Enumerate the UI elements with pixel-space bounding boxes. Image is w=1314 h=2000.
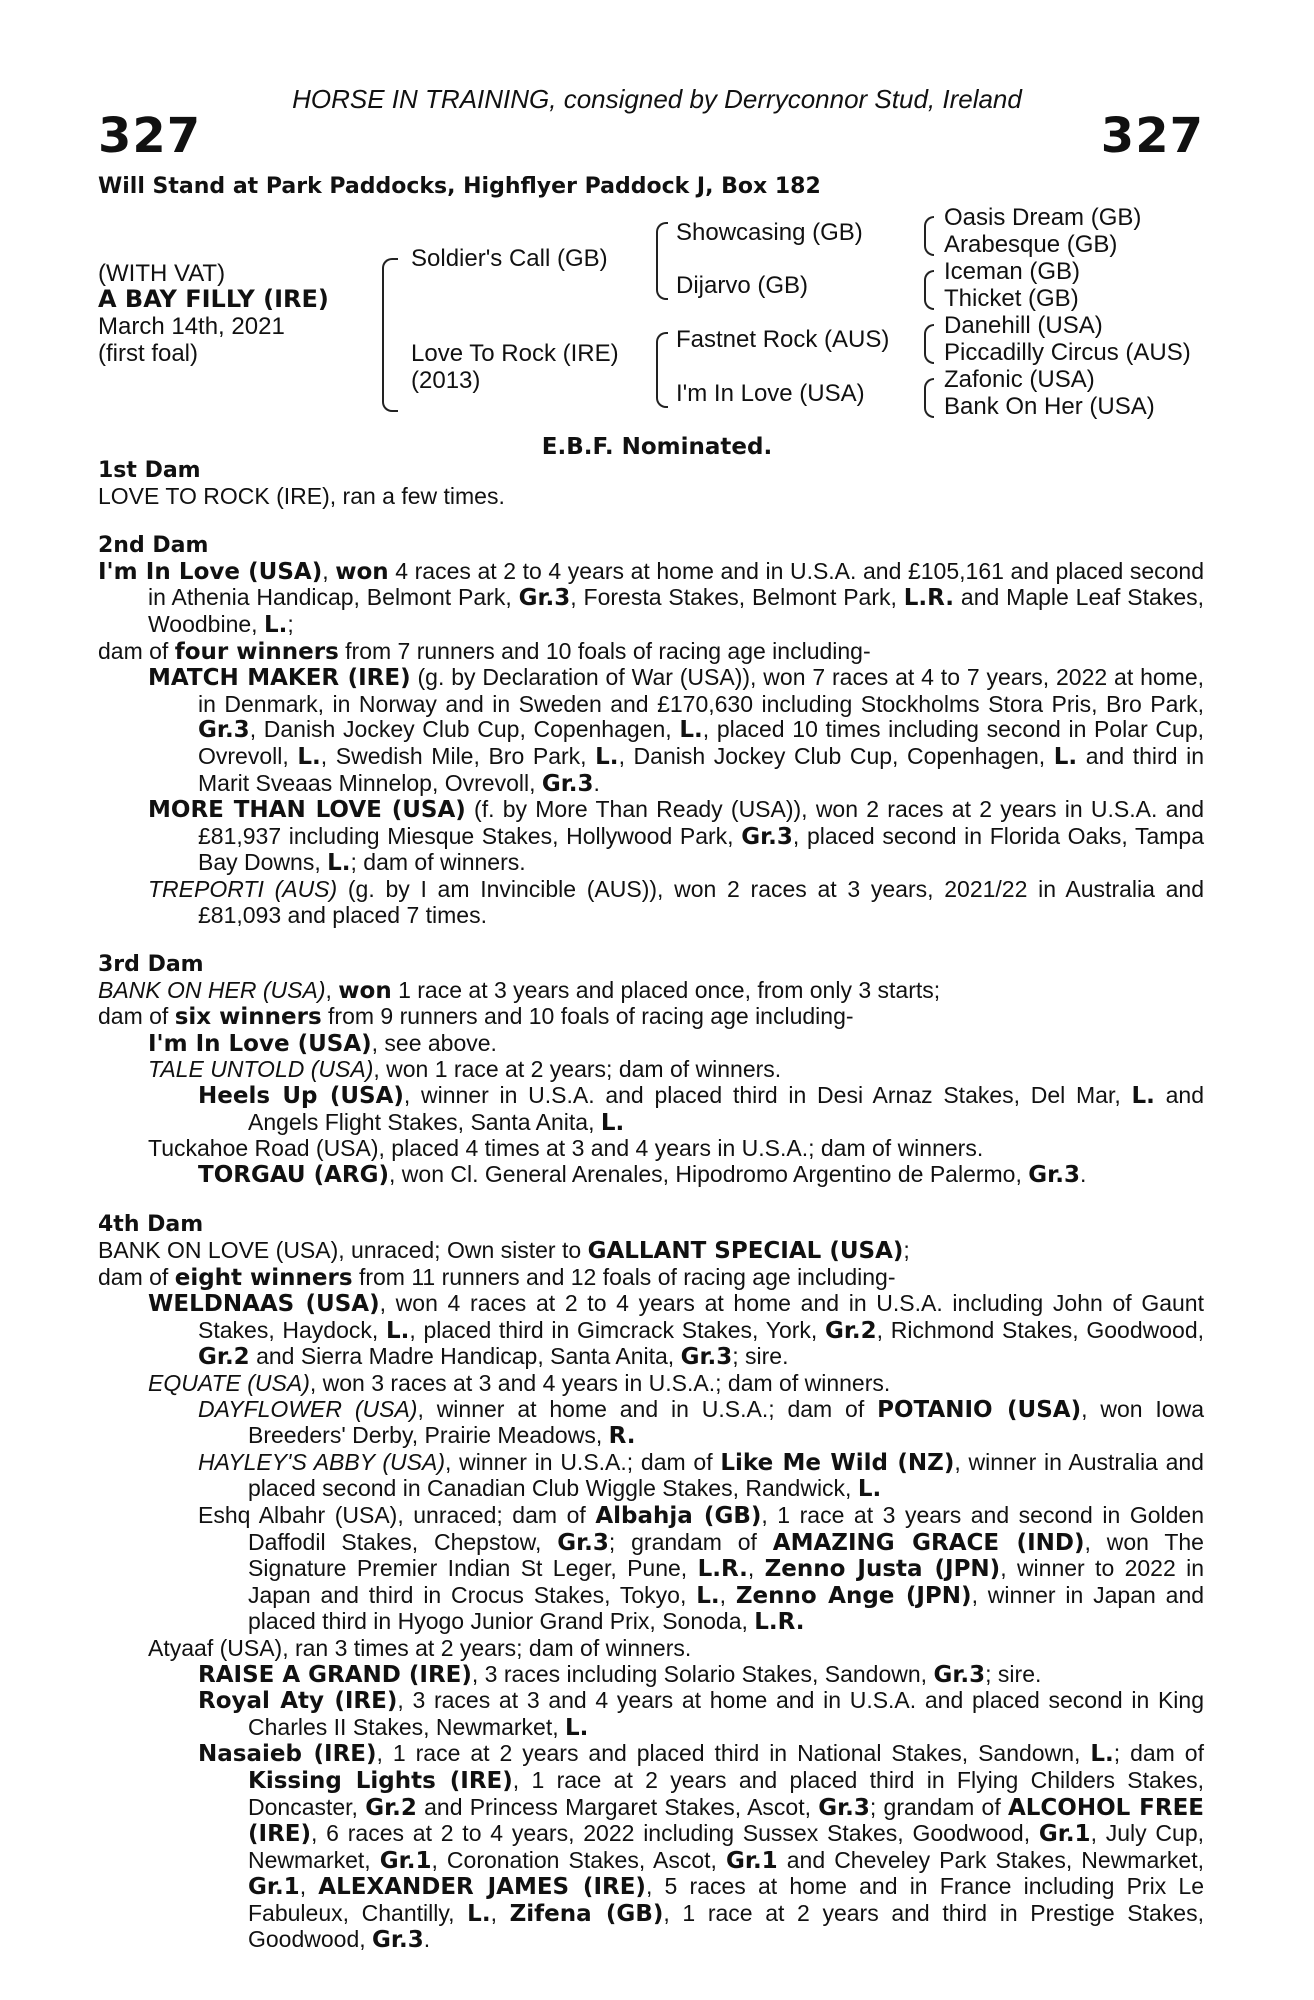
bold-text: I'm In Love (USA) <box>148 1030 372 1057</box>
text: , 1 race at 2 years and placed third in National Stakes, Sandown, <box>376 1740 1091 1767</box>
italic-text: EQUATE (USA) <box>148 1370 310 1396</box>
bold-text: POTANIO (USA) <box>877 1396 1082 1423</box>
text: , winner in U.S.A.; dam of <box>445 1448 721 1475</box>
produce-entry <box>98 1741 1204 1954</box>
bold-text: eight winners <box>174 1264 353 1291</box>
text: dam of <box>98 1003 175 1030</box>
italic-text: TALE UNTOLD (USA) <box>148 1056 374 1083</box>
pedigree-ggp-5: Danehill (USA) <box>944 312 1103 339</box>
bold-text: Heels Up (USA) <box>198 1083 404 1110</box>
pedigree-dam-year: (2013) <box>411 367 481 394</box>
produce-entry <box>98 1450 1204 1503</box>
bold-text: L.R. <box>754 1609 805 1636</box>
bold-text: L. <box>857 1476 882 1503</box>
produce-entry <box>98 1397 1204 1450</box>
bold-text: Gr.3 <box>741 823 793 850</box>
text: . <box>1079 1160 1087 1187</box>
bold-text: MORE THAN LOVE (USA) <box>148 797 466 824</box>
text: and Princess Margaret Stakes, Ascot, <box>416 1793 819 1820</box>
text: , <box>490 1899 510 1926</box>
text: (g. by I am Invincible (AUS)), won 2 races at 3 years, 2021/22 in Australia and £81,093 and placed 7 times. <box>198 875 1204 928</box>
text: , won Iowa Breeders' Derby, Prairie Meadows, <box>248 1395 1204 1449</box>
text: , won 3 races at 3 and 4 years in U.S.A.; dam of winners. <box>309 1370 891 1396</box>
text: , placed third in Gimcrack Stakes, York, <box>409 1316 825 1343</box>
bold-text: L. <box>327 850 351 877</box>
bold-text: L. <box>595 743 619 770</box>
dam-section <box>98 1212 1204 1954</box>
produce-entry <box>98 1291 1204 1371</box>
pedigree-ggp-3: Iceman (GB) <box>944 258 1081 285</box>
foal-note: (first foal) <box>98 340 199 367</box>
pedigree-sire-sire: Showcasing (GB) <box>676 219 863 246</box>
text: ; <box>903 1237 910 1264</box>
lot-number-left: 327 <box>98 108 202 164</box>
text: , 1 race at 3 years and second in Golden Daffodil Stakes, Chepstow, <box>248 1501 1204 1555</box>
pedigree-sire: Soldier's Call (GB) <box>411 245 608 272</box>
vat-note: (WITH VAT) <box>98 260 226 287</box>
text: 1 race at 3 years and placed once, from only 3 starts; <box>391 976 941 1003</box>
bold-text: R. <box>608 1423 636 1450</box>
brace-parents <box>382 258 398 412</box>
bold-text: Like Me Wild (NZ) <box>720 1449 955 1476</box>
bold-text: Gr.2 <box>198 1344 250 1371</box>
bold-text: Gr.3 <box>372 1927 424 1954</box>
text: , won The Signature Premier Indian St Leger, Pune, <box>248 1528 1204 1582</box>
bold-text: MATCH MAKER (IRE) <box>148 665 411 692</box>
pedigree-ggp-2: Arabesque (GB) <box>944 231 1118 258</box>
brace-gg-1 <box>924 216 934 256</box>
section-heading: 3rd Dam <box>98 952 204 978</box>
bold-text: Zenno Ange (JPN) <box>735 1582 972 1609</box>
bold-text: Zenno Justa (JPN) <box>764 1556 1001 1583</box>
produce-entry <box>98 1031 1204 1058</box>
bold-text: L. <box>696 1582 720 1609</box>
text: and Maple Leaf Stakes, Woodbine, <box>148 584 1205 637</box>
text: ; dam of <box>1113 1740 1204 1767</box>
horse-name: A BAY FILLY (IRE) <box>98 285 329 313</box>
text: ; grandam of <box>869 1793 1008 1820</box>
bold-text: Gr.3 <box>198 717 250 744</box>
text: Atyaaf (USA), ran 3 times at 2 years; dam of winners. <box>148 1634 692 1661</box>
produce-entry <box>98 1636 1204 1662</box>
dam-section <box>98 533 1204 928</box>
bold-text: GALLANT SPECIAL (USA) <box>587 1238 904 1265</box>
brace-gg-3 <box>924 324 934 364</box>
italic-text: TREPORTI (AUS) <box>148 875 338 902</box>
foaling-date: March 14th, 2021 <box>98 313 285 340</box>
italic-text: DAYFLOWER (USA) <box>198 1395 418 1422</box>
text: and Sierra Madre Handicap, Santa Anita, <box>249 1343 681 1370</box>
bold-text: WELDNAAS (USA) <box>148 1291 380 1318</box>
dam-section <box>98 952 1204 1188</box>
text: , 6 races at 2 to 4 years, 2022 including Sussex Stakes, Goodwood, <box>311 1820 1039 1847</box>
text: from 7 runners and 10 foals of racing age including- <box>338 637 871 664</box>
pedigree-dam: Love To Rock (IRE) <box>411 340 619 367</box>
bold-text: RAISE A GRAND (IRE) <box>198 1661 472 1688</box>
bold-text: L. <box>297 743 321 770</box>
produce-entry <box>98 1004 1204 1031</box>
bold-text: six winners <box>174 1004 322 1031</box>
text: , won 1 race at 2 years; dam of winners. <box>373 1056 782 1083</box>
produce-entry <box>98 559 1204 639</box>
text: from 9 runners and 10 foals of racing age including- <box>321 1003 854 1030</box>
bold-text: L. <box>385 1317 410 1344</box>
pedigree-ggp-8: Bank On Her (USA) <box>944 393 1155 420</box>
text: dam of <box>98 637 175 664</box>
bold-text: I'm In Love (USA) <box>98 558 323 585</box>
text: , <box>747 1555 765 1582</box>
bold-text: won <box>338 977 392 1004</box>
produce-entry <box>98 1136 1204 1162</box>
brace-gg-4 <box>924 378 934 418</box>
pedigree-ggp-1: Oasis Dream (GB) <box>944 204 1142 231</box>
produce-entry <box>98 797 1204 877</box>
text: (g. by Declaration of War (USA)), won 7 races at 4 to 7 years, 2022 at home, in Denmark, in Norway and in Sweden and £170,630 including Stockholms Stora Pris, Bro Park, <box>198 664 1205 717</box>
pedigree-ggp-4: Thicket (GB) <box>944 285 1079 312</box>
text: , <box>325 976 339 1003</box>
text: , <box>299 1873 319 1900</box>
text: , winner at home and in U.S.A.; dam of <box>417 1395 878 1422</box>
bold-text: Gr.3 <box>541 770 594 797</box>
bold-text: L. <box>1090 1741 1114 1768</box>
text: , Swedish Mile, Bro Park, <box>320 742 596 769</box>
produce-entry <box>98 1083 1204 1136</box>
bold-text: L. <box>467 1900 491 1927</box>
produce-entry <box>98 1238 1204 1265</box>
text: , <box>719 1581 736 1608</box>
text: and third in Marit Sveaas Minnelop, Ovrevoll, <box>198 742 1205 796</box>
bold-text: L. <box>1131 1083 1155 1110</box>
produce-entry <box>98 1662 1204 1689</box>
text: from 11 runners and 12 foals of racing age including- <box>352 1263 896 1290</box>
text: ; grandam of <box>608 1528 773 1555</box>
lot-number-right: 327 <box>1100 108 1204 164</box>
text: LOVE TO ROCK (IRE), ran a few times. <box>98 482 505 509</box>
brace-dam-line <box>656 332 668 408</box>
italic-text: BANK ON HER (USA) <box>98 976 326 1003</box>
text: , winner in Australia and placed second in Canadian Club Wiggle Stakes, Randwick, <box>248 1448 1204 1502</box>
text: , 3 races including Solario Stakes, Sandown, <box>471 1660 934 1687</box>
pedigree-sire-dam: Dijarvo (GB) <box>676 272 809 299</box>
produce-entry <box>98 639 1204 666</box>
bold-text: Nasaieb (IRE) <box>198 1741 377 1768</box>
stand-location: Will Stand at Park Paddocks, Highflyer Paddock J, Box 182 <box>98 174 821 199</box>
bold-text: Royal Aty (IRE) <box>198 1688 398 1715</box>
bold-text: Gr.1 <box>248 1874 300 1901</box>
text: , see above. <box>371 1029 497 1056</box>
bold-text: Gr.3 <box>818 1794 870 1821</box>
italic-text: HAYLEY'S ABBY (USA) <box>198 1448 446 1475</box>
bold-text: Kissing Lights (IRE) <box>248 1767 513 1794</box>
bold-text: Gr.3 <box>1028 1161 1080 1188</box>
bold-text: won <box>335 558 389 585</box>
produce-entry <box>98 1265 1204 1292</box>
produce-entry <box>98 1057 1204 1083</box>
section-heading: 4th Dam <box>98 1212 204 1238</box>
text: , Foresta Stakes, Belmont Park, <box>570 584 904 611</box>
bold-text: Gr.1 <box>1038 1821 1091 1848</box>
bold-text: L.R. <box>903 585 955 612</box>
bold-text: L.R. <box>697 1556 748 1583</box>
text: , won Cl. General Arenales, Hipodromo Argentino de Palermo, <box>389 1160 1029 1187</box>
text: and Cheveley Park Stakes, Newmarket, <box>777 1846 1204 1873</box>
produce-entry <box>98 1688 1204 1741</box>
text: , winner in U.S.A. and placed third in Desi Arnaz Stakes, Del Mar, <box>403 1082 1132 1109</box>
text: , <box>322 557 336 584</box>
text: , Richmond Stakes, Goodwood, <box>876 1316 1205 1343</box>
brace-gg-2 <box>924 270 934 310</box>
text: , winner in Japan and placed third in Hyogo Junior Grand Prix, Sonoda, <box>248 1581 1205 1635</box>
text: . <box>593 769 600 796</box>
bold-text: ALEXANDER JAMES (IRE) <box>318 1874 646 1901</box>
section-heading: 1st Dam <box>98 458 201 483</box>
produce-entry <box>98 978 1204 1005</box>
text: BANK ON LOVE (USA), unraced; Own sister to <box>98 1237 588 1264</box>
bold-text: L. <box>1053 743 1078 770</box>
pedigree-dam-sire: Fastnet Rock (AUS) <box>676 326 890 353</box>
text: , July Cup, Newmarket, <box>248 1820 1204 1873</box>
bold-text: Gr.3 <box>518 585 571 612</box>
bold-text: TORGAU (ARG) <box>198 1161 390 1188</box>
ebf-nomination: E.B.F. Nominated. <box>541 434 773 460</box>
produce-entry <box>98 877 1204 928</box>
bold-text: AMAZING GRACE (IND) <box>772 1529 1085 1556</box>
bold-text: Gr.3 <box>557 1529 609 1556</box>
text: , placed second in Florida Oaks, Tampa Bay Downs, <box>198 822 1204 876</box>
bold-text: Albahja (GB) <box>595 1502 762 1529</box>
produce-entry <box>98 1371 1204 1397</box>
bold-text: L. <box>679 717 703 744</box>
pedigree-dam-dam: I'm In Love (USA) <box>676 380 865 407</box>
text: dam of <box>98 1263 175 1290</box>
bold-text: Gr.1 <box>726 1847 778 1874</box>
text: , Coronation Stakes, Ascot, <box>431 1846 726 1873</box>
text: , 5 races at home and in France including Prix Le Fabuleux, Chantilly, <box>248 1873 1204 1926</box>
bold-text: Gr.3 <box>933 1661 986 1688</box>
bold-text: Zifena (GB) <box>509 1900 664 1927</box>
text: , won 4 races at 2 to 4 years at home and in U.S.A. including John of Gaunt Stakes, Haydock, <box>198 1290 1204 1343</box>
text: Tuckahoe Road (USA), placed 4 times at 3 and 4 years in U.S.A.; dam of winners. <box>148 1135 984 1162</box>
produce-entry <box>98 665 1204 797</box>
text: , 3 races at 3 and 4 years at home and in U.S.A. and placed second in King Charles II Stakes, Newmarket, <box>248 1687 1204 1740</box>
pedigree-ggp-7: Zafonic (USA) <box>944 366 1095 393</box>
text: Eshq Albahr (USA), unraced; dam of <box>198 1501 596 1528</box>
bold-text: Gr.3 <box>680 1344 733 1371</box>
produce-entry <box>98 1503 1204 1636</box>
text: and Angels Flight Stakes, Santa Anita, <box>248 1082 1204 1135</box>
text: , Danish Jockey Club Cup, Copenhagen, <box>249 716 680 743</box>
produce-record <box>98 458 1204 1954</box>
text: ; <box>287 610 294 637</box>
brace-sire-line <box>656 222 668 300</box>
text: (f. by More Than Ready (USA)), won 2 races at 2 years in U.S.A. and £81,937 including Miesque Stakes, Hollywood Park, <box>198 796 1204 849</box>
bold-text: Gr.1 <box>379 1847 432 1874</box>
text: . <box>423 1926 431 1953</box>
text: , winner to 2022 in Japan and third in Crocus Stakes, Tokyo, <box>248 1555 1205 1608</box>
text: ; sire. <box>732 1343 789 1370</box>
consignment-line: HORSE IN TRAINING, consigned by Derryconnor Stud, Ireland <box>292 84 1022 114</box>
text: ; sire. <box>985 1660 1042 1687</box>
pedigree-ggp-6: Piccadilly Circus (AUS) <box>944 339 1191 366</box>
produce-entry <box>98 484 1204 510</box>
bold-text: four winners <box>174 638 339 665</box>
dam-section <box>98 458 1204 509</box>
bold-text: Gr.2 <box>824 1317 877 1344</box>
bold-text: Gr.2 <box>365 1794 417 1821</box>
section-heading: 2nd Dam <box>98 533 209 559</box>
bold-text: L. <box>600 1109 625 1136</box>
bold-text: ALCOHOL FREE (IRE) <box>248 1794 1204 1848</box>
text: , 1 race at 2 years and placed third in Flying Childers Stakes, Doncaster, <box>248 1766 1204 1820</box>
bold-text: L. <box>565 1714 589 1741</box>
text: ; dam of winners. <box>350 849 526 876</box>
text: 4 races at 2 to 4 years at home and in U.S.A. and £105,161 and placed second in Athenia Handicap, Belmont Park, <box>148 557 1204 611</box>
produce-entry <box>98 1162 1204 1189</box>
text: , 1 race at 2 years and third in Prestige Stakes, Goodwood, <box>248 1899 1204 1953</box>
text: , Danish Jockey Club Cup, Copenhagen, <box>618 742 1054 769</box>
bold-text: L. <box>263 611 288 638</box>
text: , placed 10 times including second in Polar Cup, Ovrevoll, <box>198 716 1205 769</box>
